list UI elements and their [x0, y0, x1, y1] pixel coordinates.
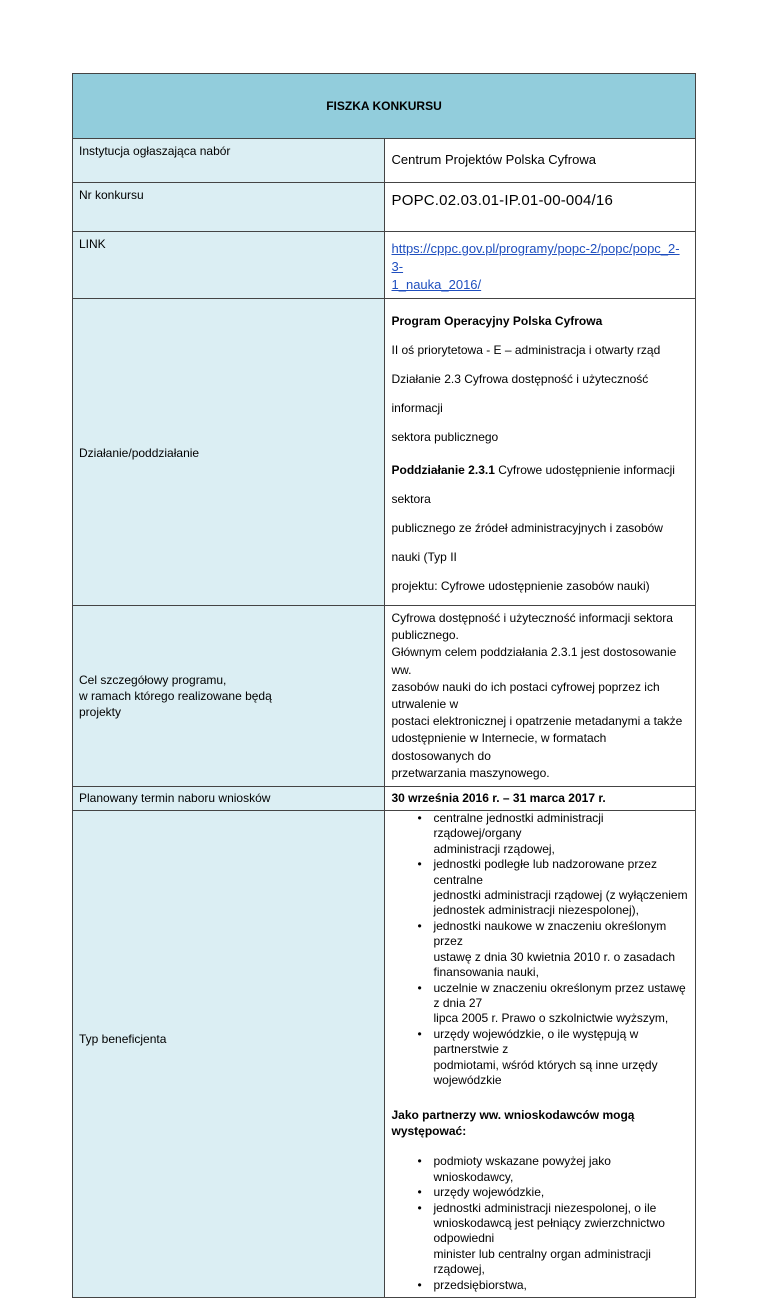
goal-line: Głównym celem poddziałania 2.3.1 jest dostosowanie ww.: [391, 645, 677, 677]
program-name: Program Operacyjny Polska Cyfrowa: [391, 314, 603, 328]
term-label-cell: [73, 787, 385, 811]
priority-axis: II oś priorytetowa - E – administracja i otwarty rząd: [391, 343, 661, 357]
contest-link-line-1: https://cppc.gov.pl/programy/popc-2/popc/popc_2-3-: [391, 241, 680, 274]
link-label-cell: [73, 232, 385, 299]
action-label-cell: [73, 299, 385, 606]
submeasure-line-1: Poddziałanie 2.3.1 Cyfrowe udostępnienie informacji sektora: [391, 463, 675, 506]
beneficiary-label: Typ beneficjenta: [79, 1032, 167, 1047]
goal-label-cell: [73, 606, 385, 787]
contest-number: POPC.02.03.01-IP.01-00-004/16: [391, 192, 614, 209]
measure-line-1: Działanie 2.3 Cyfrowa dostępność i użyteczność informacji: [391, 372, 649, 415]
term-label: Planowany termin naboru wniosków: [79, 791, 271, 806]
sheet-title: FISZKA KONKURSU: [326, 99, 442, 113]
submeasure-line-3: projektu: Cyfrowe udostępnienie zasobów nauki): [391, 579, 650, 593]
list-item: • przedsiębiorstwa,: [434, 1278, 689, 1293]
list-item: • urzędy wojewódzkie, o ile występują w partnerstwie z podmiotami, wśród których są inne urzędy wojewódzkie: [434, 1027, 689, 1089]
measure-line-2: sektora publicznego: [391, 430, 499, 444]
link-value-cell: [384, 232, 696, 299]
institution-value-cell: [384, 139, 696, 183]
contest-link-line-2: 1_nauka_2016/: [391, 277, 482, 292]
number-label-cell: [73, 183, 385, 232]
list-item: • centralne jednostki administracji rządowej/organy administracji rządowej,: [434, 811, 689, 857]
partners-list: [392, 1154, 689, 1293]
term-value-cell: [384, 787, 696, 811]
goal-line: udostępnienie w Internecie, w formatach dostosowanych do: [391, 731, 607, 763]
list-item: • podmioty wskazane powyżej jako wnioskodawcy,: [434, 1154, 689, 1185]
list-item: • uczelnie w znaczeniu określonym przez ustawę z dnia 27 lipca 2005 r. Prawo o szkolnictwie wyższym,: [434, 981, 689, 1027]
action-label: Działanie/poddziałanie: [79, 446, 200, 460]
institution-label-cell: [73, 139, 385, 183]
goal-label-line-1: Cel szczegółowy programu,: [79, 673, 227, 688]
link-label: LINK: [79, 237, 106, 251]
action-value-cell: [384, 299, 696, 606]
partners-heading: Jako partnerzy ww. wnioskodawców mogą występować:: [391, 1108, 635, 1139]
number-value-cell: [384, 183, 696, 232]
institution-label: Instytucja ogłaszająca nabór: [79, 144, 231, 158]
list-item: • jednostki podległe lub nadzorowane przez centralne jednostki administracji rządowej (z wyłączeniem jednostek administracji niezespolonej),: [434, 857, 689, 919]
submeasure-line-2: publicznego ze źródeł administracyjnych i zasobów nauki (Typ II: [391, 521, 663, 564]
institution-value: Centrum Projektów Polska Cyfrowa: [391, 152, 596, 167]
goal-value-cell: [384, 606, 696, 787]
goal-label-line-3: projekty: [79, 705, 122, 720]
goal-line: zasobów nauki do ich postaci cyfrowej poprzez ich utrwalenie w: [391, 679, 660, 712]
list-item: • urzędy wojewódzkie,: [434, 1185, 689, 1200]
beneficiary-label-cell: [73, 811, 385, 1298]
contest-sheet-table: [72, 73, 696, 1298]
goal-line: postaci elektronicznej i opatrzenie metadanymi a także: [391, 714, 683, 729]
document-page: [72, 73, 696, 1298]
goal-line: Cyfrowa dostępność i użyteczność informacji sektora publicznego.: [391, 611, 673, 643]
goal-line: przetwarzania maszynowego.: [391, 765, 550, 780]
contest-link[interactable]: [392, 241, 680, 292]
table-header: [73, 74, 696, 139]
term-value: 30 września 2016 r. – 31 marca 2017 r.: [391, 791, 606, 806]
beneficiary-value-cell: [384, 811, 696, 1298]
goal-label-line-2: w ramach którego realizowane będą: [79, 689, 272, 704]
list-item: • jednostki administracji niezespolonej, o ile wnioskodawcą jest pełniący zwierzchnictwo odpowiedni minister lub centralny organ administracji rządowej,: [434, 1201, 689, 1278]
beneficiary-list: [392, 811, 689, 1088]
list-item: • jednostki naukowe w znaczeniu określonym przez ustawę z dnia 30 kwietnia 2010 r. o zasadach finansowania nauki,: [434, 919, 689, 981]
number-label: Nr konkursu: [79, 188, 144, 202]
